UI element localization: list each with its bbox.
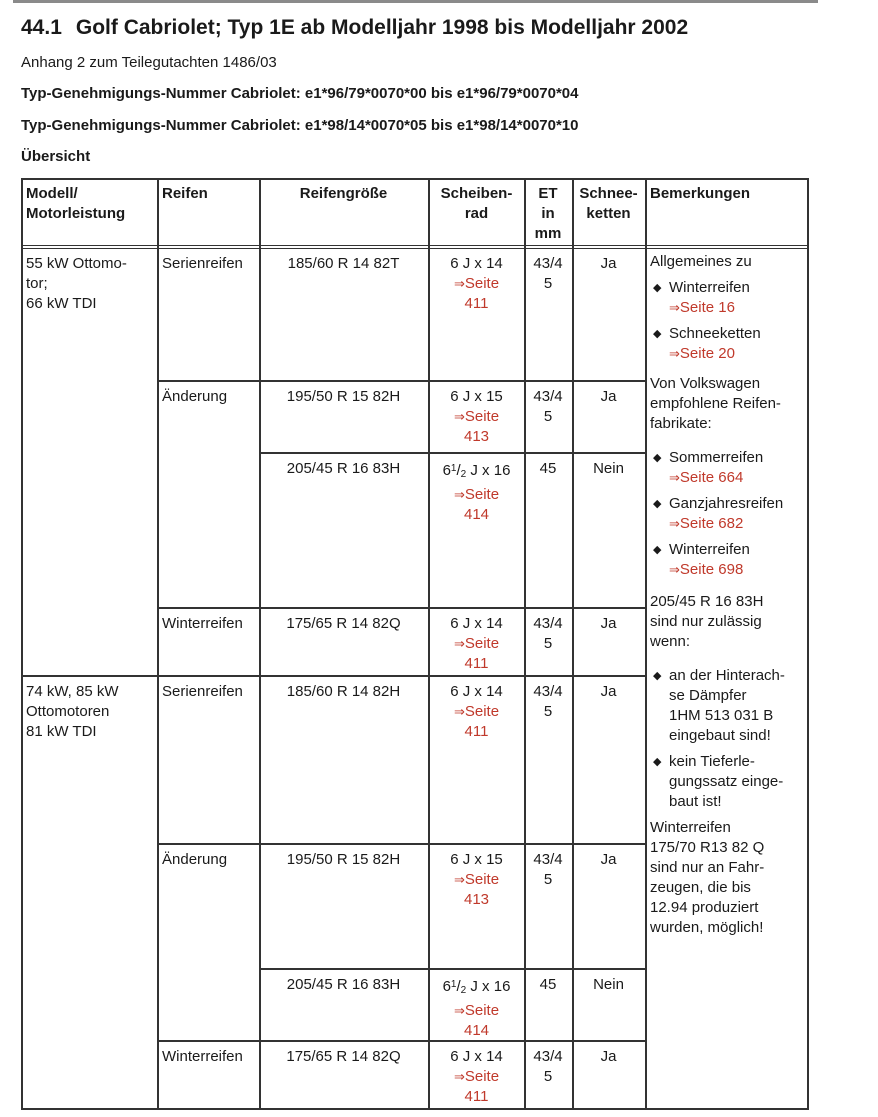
reifen-label: Änderung	[162, 388, 228, 405]
arrow-icon: ⇒	[453, 704, 465, 719]
remark-line: wenn:	[650, 633, 691, 650]
page-ref-link[interactable]	[669, 514, 803, 534]
snow-chains: Nein	[593, 976, 624, 993]
model-line: 81 kW TDI	[26, 723, 97, 740]
snow-chains: Ja	[600, 683, 617, 700]
et-cell	[524, 1043, 572, 1091]
remark-line: se Dämpfer	[669, 687, 747, 704]
remark-line: gungssatz einge-	[669, 773, 784, 790]
tire-size: 185/60 R 14 82T	[287, 255, 400, 272]
arrow-icon: ⇒	[453, 872, 465, 887]
rim-size: 6 J x 15	[450, 851, 503, 868]
page-ref-link[interactable]	[669, 298, 803, 318]
ref-text: Seite	[464, 408, 500, 425]
et-cell	[524, 971, 572, 999]
et-cell	[524, 250, 572, 298]
et-value: 5	[543, 871, 553, 888]
et-value: 45	[539, 976, 557, 993]
snow-chains: Ja	[600, 615, 617, 632]
header-line: ET	[538, 185, 558, 202]
remark-line: fabrikate:	[650, 415, 712, 432]
bullet-label: Schneeketten	[669, 325, 761, 342]
snow-chains: Ja	[600, 1048, 617, 1065]
ref-text: Seite 698	[679, 561, 744, 578]
model-line: Ottomotoren	[26, 703, 110, 720]
page-ref-link[interactable]	[669, 344, 803, 364]
page-ref-number[interactable]: 413	[463, 428, 490, 445]
remark-line: Winterreifen	[650, 819, 731, 836]
model-group-1	[21, 250, 157, 318]
tire-size: 175/65 R 14 82Q	[286, 615, 401, 632]
col-header-schneeketten	[572, 180, 645, 228]
et-value: 5	[543, 1068, 553, 1085]
ref-text: Seite 682	[679, 515, 744, 532]
subtitle: Anhang 2 zum Teilegutachten 1486/03	[21, 54, 277, 71]
table-rule	[259, 452, 645, 454]
page-ref-link[interactable]	[669, 560, 803, 580]
type-approval-1: Typ-Genehmigungs-Nummer Cabriolet: e1*96/79*0070*00 bis e1*96/79*0070*04	[21, 85, 579, 102]
tire-size: 175/65 R 14 82Q	[286, 1048, 401, 1065]
remark-line: kein Tieferle-	[669, 753, 755, 770]
rim-size: $6^1/_2$ J x 16	[442, 462, 511, 480]
et-cell	[524, 383, 572, 431]
header-line: Modell/	[26, 185, 78, 202]
rim-int: 6	[442, 978, 451, 995]
ref-text: Seite	[464, 486, 500, 503]
page-ref-link[interactable]	[433, 702, 520, 722]
rim-cell	[428, 250, 525, 318]
tire-size: 185/60 R 14 82H	[286, 683, 401, 700]
bullet-label: Ganzjahresreifen	[669, 495, 784, 512]
model-line: 74 kW, 85 kW	[26, 683, 119, 700]
rim-frac-num: 1	[450, 979, 457, 990]
rim-rest: J x 16	[466, 462, 511, 479]
table-rule	[21, 675, 645, 677]
ref-text: Seite	[464, 871, 500, 888]
remark-line: wurden, möglich!	[650, 919, 764, 936]
rim-cell	[428, 846, 525, 914]
rim-cell	[428, 455, 525, 529]
remark-line: sind nur zulässig	[650, 613, 762, 630]
page-ref-link[interactable]	[433, 485, 520, 505]
arrow-icon: ⇒	[453, 636, 465, 651]
remark-bullet	[650, 494, 803, 534]
page-ref-number[interactable]: 411	[464, 723, 489, 740]
rim-int: 6	[442, 462, 451, 479]
bullet-label: Sommerreifen	[669, 449, 764, 466]
table-rule	[259, 968, 645, 970]
snow-chains: Ja	[600, 851, 617, 868]
remark-bullet	[650, 278, 803, 318]
rim-size: $6^1/_2$ J x 16	[442, 978, 511, 996]
model-line: tor;	[26, 275, 48, 292]
rim-size: 6 J x 14	[450, 255, 503, 272]
remark-line: 205/45 R 16 83H	[650, 593, 764, 610]
remark-line: zeugen, die bis	[650, 879, 751, 896]
arrow-icon: ⇒	[669, 300, 680, 315]
arrow-icon: ⇒	[669, 346, 680, 361]
rim-frac-den: 2	[460, 985, 467, 996]
tire-size: 195/50 R 15 82H	[286, 388, 401, 405]
page-ref-link[interactable]	[433, 870, 520, 890]
reifen-label: Änderung	[162, 851, 228, 868]
table-rule	[259, 178, 261, 1109]
page-ref-number[interactable]: 411	[464, 655, 489, 672]
header-line: Motorleistung	[26, 205, 126, 222]
rim-size: 6 J x 14	[450, 1048, 503, 1065]
snow-chains: Ja	[600, 255, 617, 272]
rim-size: 6 J x 15	[450, 388, 503, 405]
ref-text: Seite 20	[679, 345, 735, 362]
model-line: 66 kW TDI	[26, 295, 97, 312]
et-cell	[524, 610, 572, 658]
page-ref-number[interactable]: 414	[463, 1022, 490, 1039]
remarks-cell	[645, 246, 808, 953]
page-ref-link[interactable]	[433, 1067, 520, 1087]
ref-text: Seite 16	[679, 299, 735, 316]
et-value: 45	[539, 460, 557, 477]
et-value: 43/4	[533, 1048, 563, 1065]
remark-line: sind nur an Fahr-	[650, 859, 765, 876]
et-value: 5	[543, 408, 553, 425]
page-ref-number[interactable]: 414	[463, 506, 490, 523]
remark-winter	[650, 818, 803, 938]
table-rule	[21, 1108, 809, 1110]
reifen-label: Winterreifen	[162, 615, 243, 632]
remark-condition	[650, 592, 803, 652]
page-ref-number[interactable]: 413	[463, 891, 490, 908]
remark-line: an der Hinterach-	[669, 667, 785, 684]
page-ref-link[interactable]	[433, 274, 520, 294]
ref-text: Seite	[464, 1002, 500, 1019]
remark-bullet	[650, 324, 803, 364]
page-ref-link[interactable]	[433, 634, 520, 654]
tire-size: 205/45 R 16 83H	[286, 460, 401, 477]
col-header-reifen: Reifen	[162, 185, 208, 202]
et-value: 43/4	[533, 683, 563, 700]
rim-frac-num: 1	[450, 463, 457, 474]
header-line: Scheiben-	[440, 185, 513, 202]
snow-chains: Ja	[600, 388, 617, 405]
bullet-diamond-icon: ◆	[653, 756, 662, 768]
col-header-et	[524, 180, 572, 248]
page-ref-link[interactable]	[433, 1001, 520, 1021]
col-header-bemerkungen: Bemerkungen	[650, 185, 751, 202]
page-ref-number[interactable]: 411	[464, 295, 489, 312]
title-text: Golf Cabriolet; Typ 1E ab Modelljahr 1998 bis Modelljahr 2002	[75, 16, 689, 39]
remark-bullet	[650, 666, 803, 746]
ref-text: Seite	[464, 703, 500, 720]
arrow-icon: ⇒	[453, 276, 465, 291]
remark-line: Von Volkswagen	[650, 375, 761, 392]
bullet-diamond-icon: ◆	[653, 544, 662, 556]
et-value: 43/4	[533, 851, 563, 868]
remark-bullet	[650, 752, 803, 812]
snow-chains: Nein	[593, 460, 624, 477]
et-cell	[524, 846, 572, 894]
et-value: 5	[543, 703, 553, 720]
reifen-label: Winterreifen	[162, 1048, 243, 1065]
et-value: 43/4	[533, 615, 563, 632]
arrow-icon: ⇒	[669, 562, 680, 577]
reifen-label: Serienreifen	[162, 683, 243, 700]
arrow-icon: ⇒	[669, 470, 680, 485]
col-header-modell	[21, 180, 157, 228]
arrow-icon: ⇒	[453, 487, 465, 502]
remark-line: 1HM 513 031 B	[669, 707, 774, 724]
bullet-label: Winterreifen	[669, 541, 750, 558]
remark-bullet	[650, 540, 803, 580]
bullet-label: Winterreifen	[669, 279, 750, 296]
rim-cell	[428, 678, 525, 746]
bullet-diamond-icon: ◆	[653, 498, 662, 510]
ref-text: Seite	[464, 1068, 500, 1085]
remark-bullet	[650, 448, 803, 488]
header-line: mm	[534, 225, 562, 242]
arrow-icon: ⇒	[453, 1003, 465, 1018]
remark-general-intro: Allgemeines zu	[650, 253, 752, 270]
ref-text: Seite	[464, 275, 500, 292]
remark-vw	[650, 374, 803, 434]
bullet-diamond-icon: ◆	[653, 282, 662, 294]
et-cell	[524, 678, 572, 726]
rim-size: 6 J x 14	[450, 683, 503, 700]
header-line: Schnee-	[579, 185, 638, 202]
ref-text: Seite 664	[679, 469, 744, 486]
et-cell	[524, 455, 572, 483]
bullet-diamond-icon: ◆	[653, 452, 662, 464]
rim-cell	[428, 1043, 525, 1111]
et-value: 5	[543, 275, 553, 292]
section-number: 44.1	[21, 16, 62, 39]
tire-size: 195/50 R 15 82H	[286, 851, 401, 868]
rim-frac-den: 2	[460, 469, 467, 480]
remark-line: eingebaut sind!	[669, 727, 771, 744]
rim-rest: J x 16	[466, 978, 511, 995]
arrow-icon: ⇒	[669, 516, 680, 531]
bullet-diamond-icon: ◆	[653, 670, 662, 682]
col-header-reifengroesse: Reifengröße	[299, 185, 388, 202]
header-line: ketten	[586, 205, 631, 222]
table-rule	[572, 178, 574, 1109]
type-approval-2: Typ-Genehmigungs-Nummer Cabriolet: e1*98/14*0070*05 bis e1*98/14*0070*10	[21, 117, 579, 134]
et-value: 5	[543, 635, 553, 652]
tire-size: 205/45 R 16 83H	[286, 976, 401, 993]
page-ref-number[interactable]: 411	[464, 1088, 489, 1105]
remark-line: baut ist!	[669, 793, 722, 810]
arrow-icon: ⇒	[453, 1069, 465, 1084]
rim-cell	[428, 971, 525, 1045]
bullet-diamond-icon: ◆	[653, 328, 662, 340]
header-line: in	[541, 205, 555, 222]
arrow-icon: ⇒	[453, 409, 465, 424]
overview-heading: Übersicht	[21, 148, 91, 165]
header-line: rad	[464, 205, 489, 222]
page-ref-link[interactable]	[669, 468, 803, 488]
et-value: 43/4	[533, 255, 563, 272]
model-group-2	[21, 678, 157, 746]
remark-line: 175/70 R13 82 Q	[650, 839, 765, 856]
remark-line: empfohlene Reifen-	[650, 395, 781, 412]
rim-size: 6 J x 14	[450, 615, 503, 632]
model-line: 55 kW Ottomo-	[26, 255, 127, 272]
table-rule	[157, 178, 159, 1109]
col-header-scheibenrad	[428, 180, 525, 228]
ref-text: Seite	[464, 635, 500, 652]
page-ref-link[interactable]	[433, 407, 520, 427]
remark-line: 12.94 produziert	[650, 899, 759, 916]
et-value: 43/4	[533, 388, 563, 405]
rim-cell	[428, 383, 525, 451]
reifen-label: Serienreifen	[162, 255, 243, 272]
rim-cell	[428, 610, 525, 678]
